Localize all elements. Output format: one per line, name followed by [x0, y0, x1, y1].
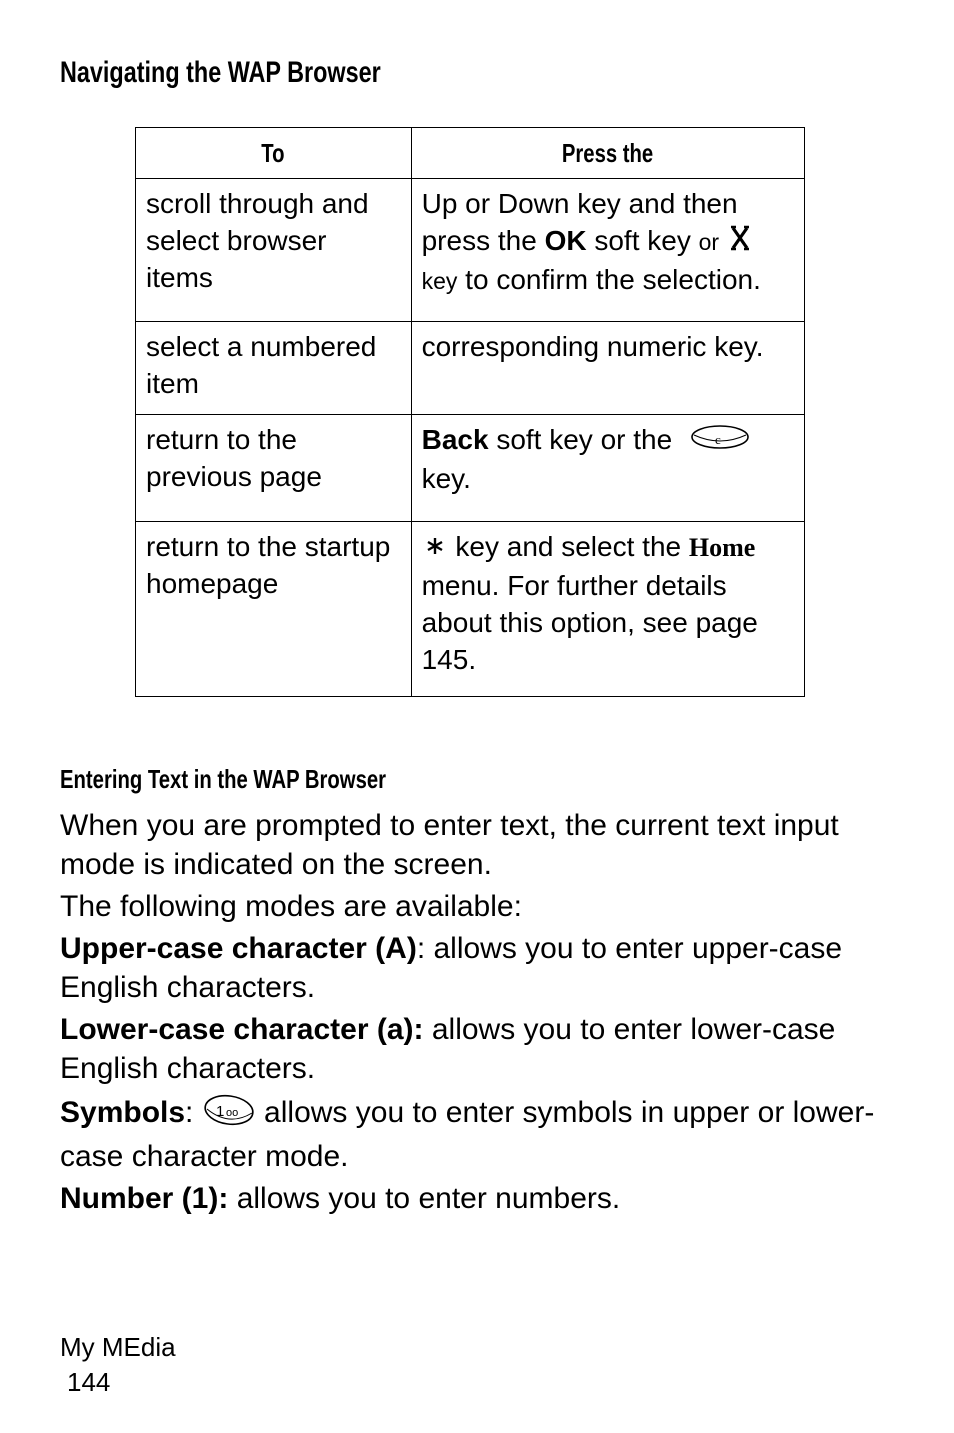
footer-title: My MEdia [60, 1332, 176, 1362]
one-key-icon [202, 1091, 256, 1137]
cell-press: corresponding numeric key. [411, 322, 804, 415]
intro-paragraph: The following modes are available: [60, 890, 522, 923]
table-row [136, 522, 805, 697]
table-row [136, 179, 805, 322]
section-heading: Navigating the WAP Browser [60, 56, 381, 89]
nav-key-icon [727, 224, 753, 261]
cell-press: key and select the Home menu. For further details about this option, see page 145. [411, 522, 804, 697]
page-number: 144 [67, 1367, 111, 1397]
cell-to: scroll through and select browser items [136, 179, 412, 322]
svg-text:c: c [714, 432, 721, 448]
svg-text:oo: oo [225, 1107, 238, 1119]
navigation-table [135, 127, 805, 697]
cell-press: Back soft key or the c key. [411, 415, 804, 522]
subsection-heading: Entering Text in the WAP Browser [60, 764, 387, 794]
mode-item: Upper-case character (A): allows you to enter upper-case English characters. [60, 932, 843, 1004]
table-row [136, 322, 805, 415]
header-to: To [136, 128, 412, 179]
cell-to: return to the startup homepage [136, 522, 412, 697]
table-header-row [136, 128, 805, 179]
body-text [60, 806, 900, 1221]
svg-text:1: 1 [215, 1103, 225, 1120]
clear-key-icon [690, 423, 750, 460]
mode-item: Lower-case character (a): allows you to enter lower-case English characters. [60, 1013, 836, 1085]
table-row [136, 415, 805, 522]
mode-item: Symbols: 1 oo allows you to enter symbols in upper or lower-case character mode. [60, 1091, 900, 1176]
cell-press: Up or Down key and then press the OK soft key or key to confirm the selection. [411, 179, 804, 322]
cell-to: return to the previous page [136, 415, 412, 522]
intro-paragraph: When you are prompted to enter text, the current text input mode is indicated on the screen. [60, 809, 839, 881]
star-key-icon [422, 530, 448, 567]
mode-item: Number (1): allows you to enter numbers. [60, 1182, 621, 1215]
header-press: Press the [411, 128, 804, 179]
cell-to: select a numbered item [136, 322, 412, 415]
